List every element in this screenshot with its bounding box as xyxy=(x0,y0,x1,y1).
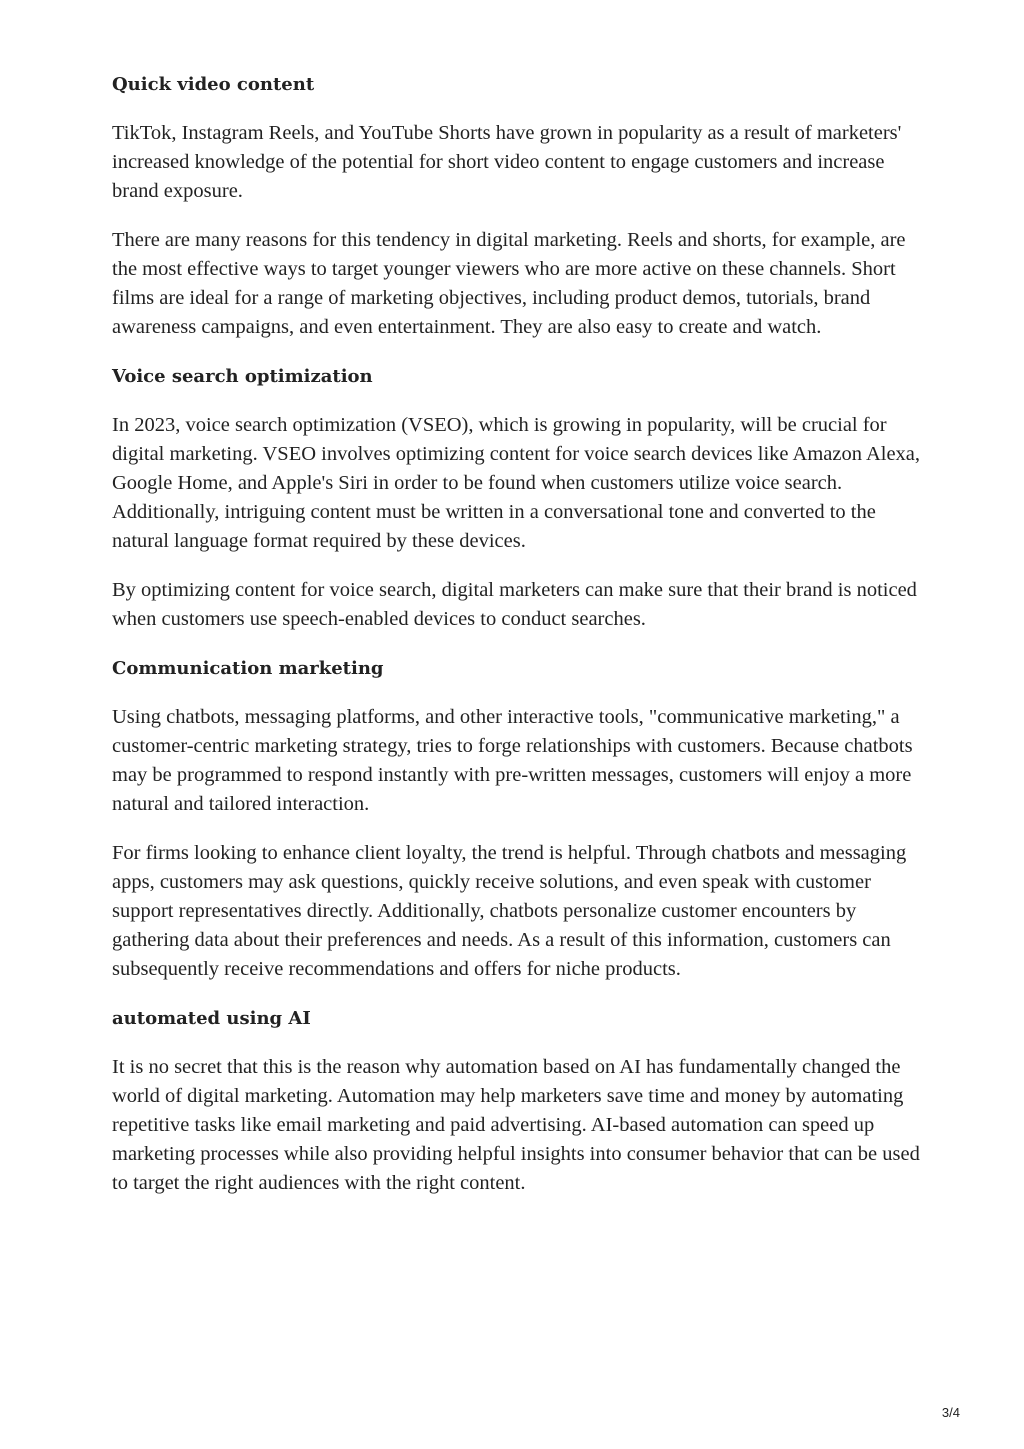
paragraph-communication-2: For firms looking to enhance client loyalty, the trend is helpful. Through chatbots and messaging apps, customers may ask questions, quickly receive solutions, and even speak with customer support representatives directly. Additionally, chatbots personalize customer encounters by gathering data about their preferences and needs. As a result of this information, customers can subsequently receive recommendations and offers for niche products. xyxy=(112,842,907,980)
heading-voice-search-optimization: Voice search optimization xyxy=(112,366,373,387)
page-number: 3/4 xyxy=(941,1405,960,1420)
paragraph-quick-video-2: There are many reasons for this tendency in digital marketing. Reels and shorts, for example, are the most effective ways to target younger viewers who are more active on these channels. Short films are ideal for a range of marketing objectives, including product demos, tutorials, brand awareness campaigns, and even entertainment. They are also easy to create and watch. xyxy=(112,229,906,338)
paragraph-communication-1: Using chatbots, messaging platforms, and other interactive tools, "communicative marketing," a customer-centric marketing strategy, tries to forge relationships with customers. Because chatbots may be programmed to respond instantly with pre-written messages, customers will enjoy a more natural and tailored interaction. xyxy=(112,706,913,815)
paragraph-voice-search-1: In 2023, voice search optimization (VSEO), which is growing in popularity, will be crucial for digital marketing. VSEO involves optimizing content for voice search devices like Amazon Alexa, Google Home, and Apple's Siri in order to be found when customers utilize voice search. Additionally, intriguing content must be written in a conversational tone and converted to the natural language format required by these devices. xyxy=(112,414,921,552)
paragraph-quick-video-1: TikTok, Instagram Reels, and YouTube Shorts have grown in popularity as a result of marketers' increased knowledge of the potential for short video content to engage customers and increase brand exposure. xyxy=(112,122,902,202)
heading-quick-video-content: Quick video content xyxy=(112,74,315,95)
paragraph-voice-search-2: By optimizing content for voice search, digital marketers can make sure that their brand is noticed when customers use speech-enabled devices to conduct searches. xyxy=(112,579,917,630)
document-page xyxy=(112,70,928,1218)
heading-automated-using-ai: automated using AI xyxy=(112,1008,311,1029)
paragraph-automated-ai-1: It is no secret that this is the reason why automation based on AI has fundamentally changed the world of digital marketing. Automation may help marketers save time and money by automating repetitive tasks like email marketing and paid advertising. AI-based automation can speed up marketing processes while also providing helpful insights into consumer behavior that can be used to target the right audiences with the right content. xyxy=(112,1056,920,1194)
heading-communication-marketing: Communication marketing xyxy=(112,658,384,679)
